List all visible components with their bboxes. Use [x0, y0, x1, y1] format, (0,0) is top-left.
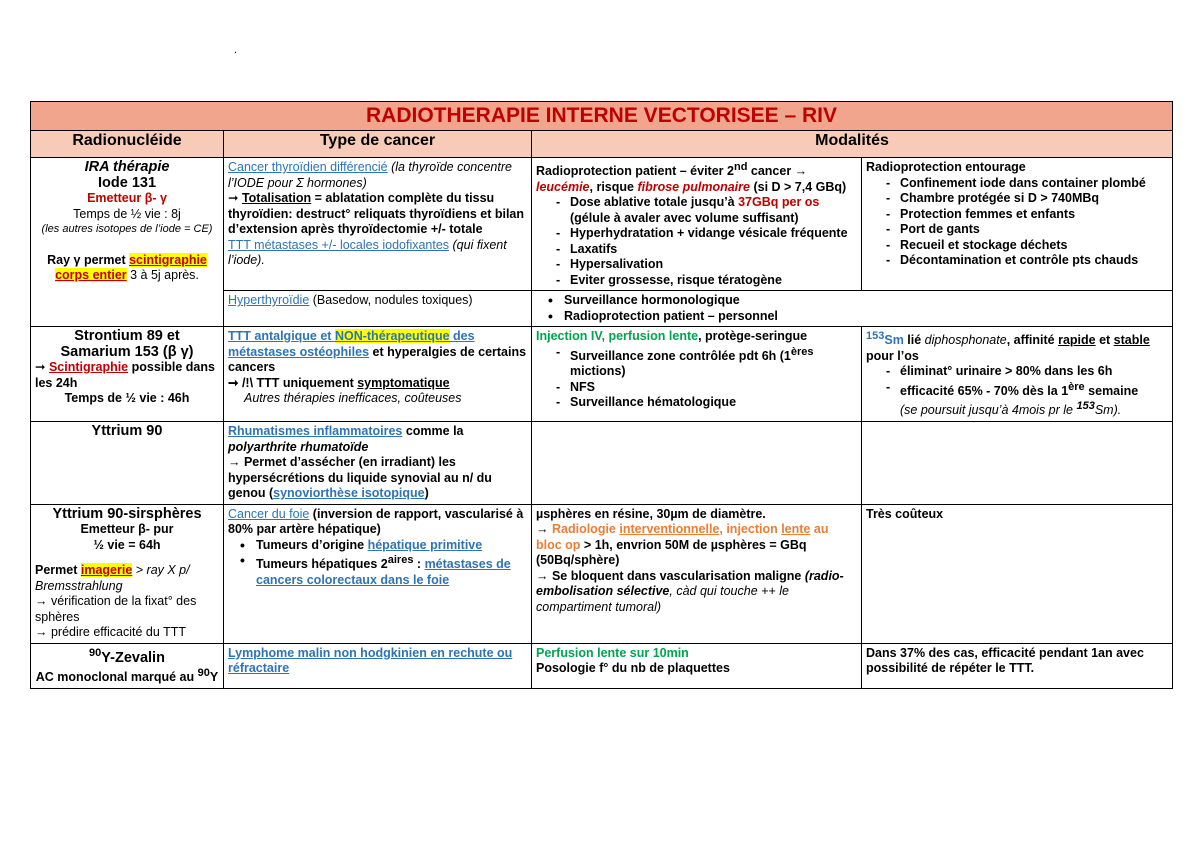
cell-zevalin-modalites [532, 643, 862, 688]
list-item: - Eviter grossesse, risque tératogène [536, 273, 857, 289]
cell-yttrium-radionucleide [31, 422, 224, 505]
cell-sirspheres-radionucleide: Yttrium 90-sirsphères Emetteur β- pur ½ vie = 64h Permet imagerie > ray X p/ Bremsstrahlung → vérification de la fixat° des sphères → prédire efficacité du TTT [31, 504, 224, 643]
ira-rp-entourage-title: Radioprotection entourage [866, 160, 1026, 174]
cell-zevalin-radionucleide: $^{90}$Y-Zevalin AC monoclonal marqué au $^{90}$Y [31, 643, 224, 688]
cell-hyperthyroidie-modalites [532, 291, 1173, 327]
sirspheres-verification: → vérification de la fixat° des sphères [35, 594, 197, 624]
sirspheres-tres-couteux: Très coûteux [866, 506, 944, 521]
zevalin-posologie: Posologie f° du nb de plaquettes [536, 661, 730, 676]
cell-sirspheres-cancer: Cancer du foie (inversion de rapport, vascularisé à 80% par artère hépatique) • Tumeurs d’origine hépatique primitive • Tumeurs hépatiques $2^{aires}$ : métastases de cancers colorectaux dans le foie [224, 504, 532, 643]
cell-samarium-modalites: $^{153}$Sm lié diphosphonate, affinité rapide et stable pour l’os - éliminat° urinaire > 80% dans les 6h - efficacité 65% - 70% dès la 1ère semaine (se poursuit jusqu’à 4mois pr le $^{153}$Sm). [862, 327, 1173, 422]
page-dot: . [234, 44, 238, 56]
list-item: • Surveillance hormonologique [536, 293, 1168, 309]
sirspheres-half-life: ½ vie = 64h [93, 537, 161, 552]
sirspheres-imagerie: imagerie [80, 563, 133, 578]
sr-scintigraphie: Scintigraphie [48, 360, 129, 375]
cell-zevalin-cancer [224, 643, 532, 688]
ira-patient-list [536, 195, 857, 288]
list-item: • Radioprotection patient – personnel [536, 309, 1168, 325]
cell-ira-radioprotection-patient: Radioprotection patient – éviter 2nd cancer → leucémie, risque fibrose pulmonaire (si D > 7,4 GBq) - Dose ablative totale jusqu’à 37GBq per os (gélule à avaler avec volume suffisant) - Hyperhydratation + vidange vésicale fréquente - Laxatifs - Hypersalivation - Eviter grossesse, risque tératogène [532, 158, 862, 291]
cell-ira-radioprotection-entourage [862, 158, 1173, 291]
ira-ray: Ray γ permet scintigraphie corps entier 3 à 5j après. [47, 252, 207, 282]
list-item: • Tumeurs hépatiques $2^{aires}$ : métastases de cancers colorectaux dans le foie [228, 553, 527, 588]
cell-yttrium-cancer: Rhumatismes inflammatoires comme la polyarthrite rhumatoïde → Permet d’assécher (en irradiant) les hypersécrétions du liquide synovial au n/ du genou (synoviorthèse isotopique) [224, 422, 532, 505]
ira-emitter: Emetteur β- γ [87, 191, 167, 205]
list-item: - Laxatifs [536, 242, 857, 258]
sr-half-life: Temps de ½ vie : 46h [64, 391, 190, 406]
cell-strontium-modalites: Injection IV, perfusion lente, protège-seringue - Surveillance zone contrôlée pdt 6h (1ères mictions) - NFS - Surveillance hématologique [532, 327, 862, 422]
zevalin-lymphome: Lymphome malin non hodgkinien en rechute ou réfractaire [228, 645, 513, 676]
list-item: - Port de gants [866, 222, 1168, 238]
list-item: - Confinement iode dans container plombé [866, 176, 1168, 192]
cell-yttrium-modalites-2 [862, 422, 1173, 505]
list-item: - NFS [536, 380, 857, 396]
zevalin-perfusion: Perfusion lente sur 10min [536, 645, 689, 660]
cell-zevalin-efficacite [862, 643, 1173, 688]
header-radionucleide: Radionucléide [31, 131, 224, 158]
header-type-cancer: Type de cancer [224, 131, 532, 158]
list-item: - Recueil et stockage déchets [866, 238, 1168, 254]
table-title: RADIOTHERAPIE INTERNE VECTORISEE – RIV [31, 102, 1173, 131]
yttrium-polyarthrite: polyarthrite rhumatoïde [228, 439, 369, 454]
list-item: - efficacité 65% - 70% dès la 1ère semaine (se poursuit jusqu’à 4mois pr le $^{153}$Sm). [866, 380, 1168, 419]
ira-name-2: Iode 131 [97, 174, 157, 191]
ira-half-life: Temps de ½ vie : 8j [73, 206, 181, 221]
ira-cancer-title: Cancer thyroïdien différencié [228, 160, 388, 174]
header-modalites: Modalités [532, 131, 1173, 158]
list-item: - éliminat° urinaire > 80% dans les 6h [866, 364, 1168, 380]
sr-name-1: Strontium 89 et [74, 328, 180, 345]
cell-strontium-cancer: TTT antalgique et NON-thérapeutique des métastases ostéophiles et hyperalgies de certains cancers ➞ /!\ TTT uniquement symptomatique Autres thérapies inefficaces, coûteuses [224, 327, 532, 422]
yttrium-name: Yttrium 90 [91, 423, 163, 440]
sirspheres-predire: → prédire efficacité du TTT [35, 625, 186, 640]
cell-sirspheres-modalites: µsphères en résine, 30µm de diamètre. → Radiologie interventionnelle, injection lente au bloc op > 1h, envrion 50M de µsphères = GBq (50Bq/sphère) → Se bloquent dans vascularisation maligne (radio-embolisation sélective, càd qui touche ++ le compartiment tumoral) [532, 504, 862, 643]
ira-isotope-note: (les autres isotopes de l’iode = CE) [41, 223, 213, 235]
sirspheres-emitter: Emetteur β- pur [80, 522, 174, 537]
cell-yttrium-modalites-1 [532, 422, 862, 505]
hyperthyroidie-title: Hyperthyroïdie [228, 293, 310, 308]
cell-sirspheres-cout [862, 504, 1173, 643]
list-item: - Surveillance hématologique [536, 395, 857, 411]
zevalin-efficacite: Dans 37% des cas, efficacité pendant 1an avec possibilité de répéter le TTT. [866, 645, 1144, 676]
list-item: - Hypersalivation [536, 257, 857, 273]
ira-scintigraphie: scintigraphie corps entier [55, 252, 207, 282]
sirspheres-microspheres: µsphères en résine, 30µm de diamètre. [536, 506, 766, 521]
cell-ira-radionucleide [31, 158, 224, 327]
list-item: - Décontamination et contrôle pts chauds [866, 253, 1168, 269]
riv-table [30, 101, 1173, 689]
sr-name-2: Samarium 153 (β γ) [60, 343, 194, 360]
ira-ttt-metastases: TTT métastases +/- locales iodofixantes [228, 237, 450, 252]
cell-ira-cancer: Cancer thyroïdien différencié (la thyroïde concentre l’IODE pour Σ hormones) ➞ Totalisation = ablatation complète du tissu thyroïdien: destruct° reliquats thyroïdiens et bilan d’extension après thyroïdectomie +/- totale TTT métastases +/- locales iodofixantes (qui fixent l’iode). [224, 158, 532, 291]
cell-strontium-radionucleide: Strontium 89 et Samarium 153 (β γ) ➞ Scintigraphie possible dans les 24h Temps de ½ vie : 46h [31, 327, 224, 422]
ira-entourage-list [866, 176, 1168, 269]
list-item: - Protection femmes et enfants [866, 207, 1168, 223]
list-item: - Chambre protégée si D > 740MBq [866, 191, 1168, 207]
list-item: - Hyperhydratation + vidange vésicale fréquente [536, 226, 857, 242]
list-item: - Surveillance zone contrôlée pdt 6h (1ères mictions) [536, 345, 857, 380]
list-item: • Tumeurs d’origine hépatique primitive [228, 538, 527, 554]
list-item: - Dose ablative totale jusqu’à 37GBq per os (gélule à avaler avec volume suffisant) [536, 195, 857, 226]
ira-name-1: IRA thérapie [84, 159, 170, 175]
sr-autres-therapies: Autres thérapies inefficaces, coûteuses [244, 391, 462, 406]
cell-hyperthyroidie: Hyperthyroïdie (Basedow, nodules toxiques) [224, 291, 532, 327]
sirspheres-name: Yttrium 90-sirsphères [52, 505, 202, 522]
